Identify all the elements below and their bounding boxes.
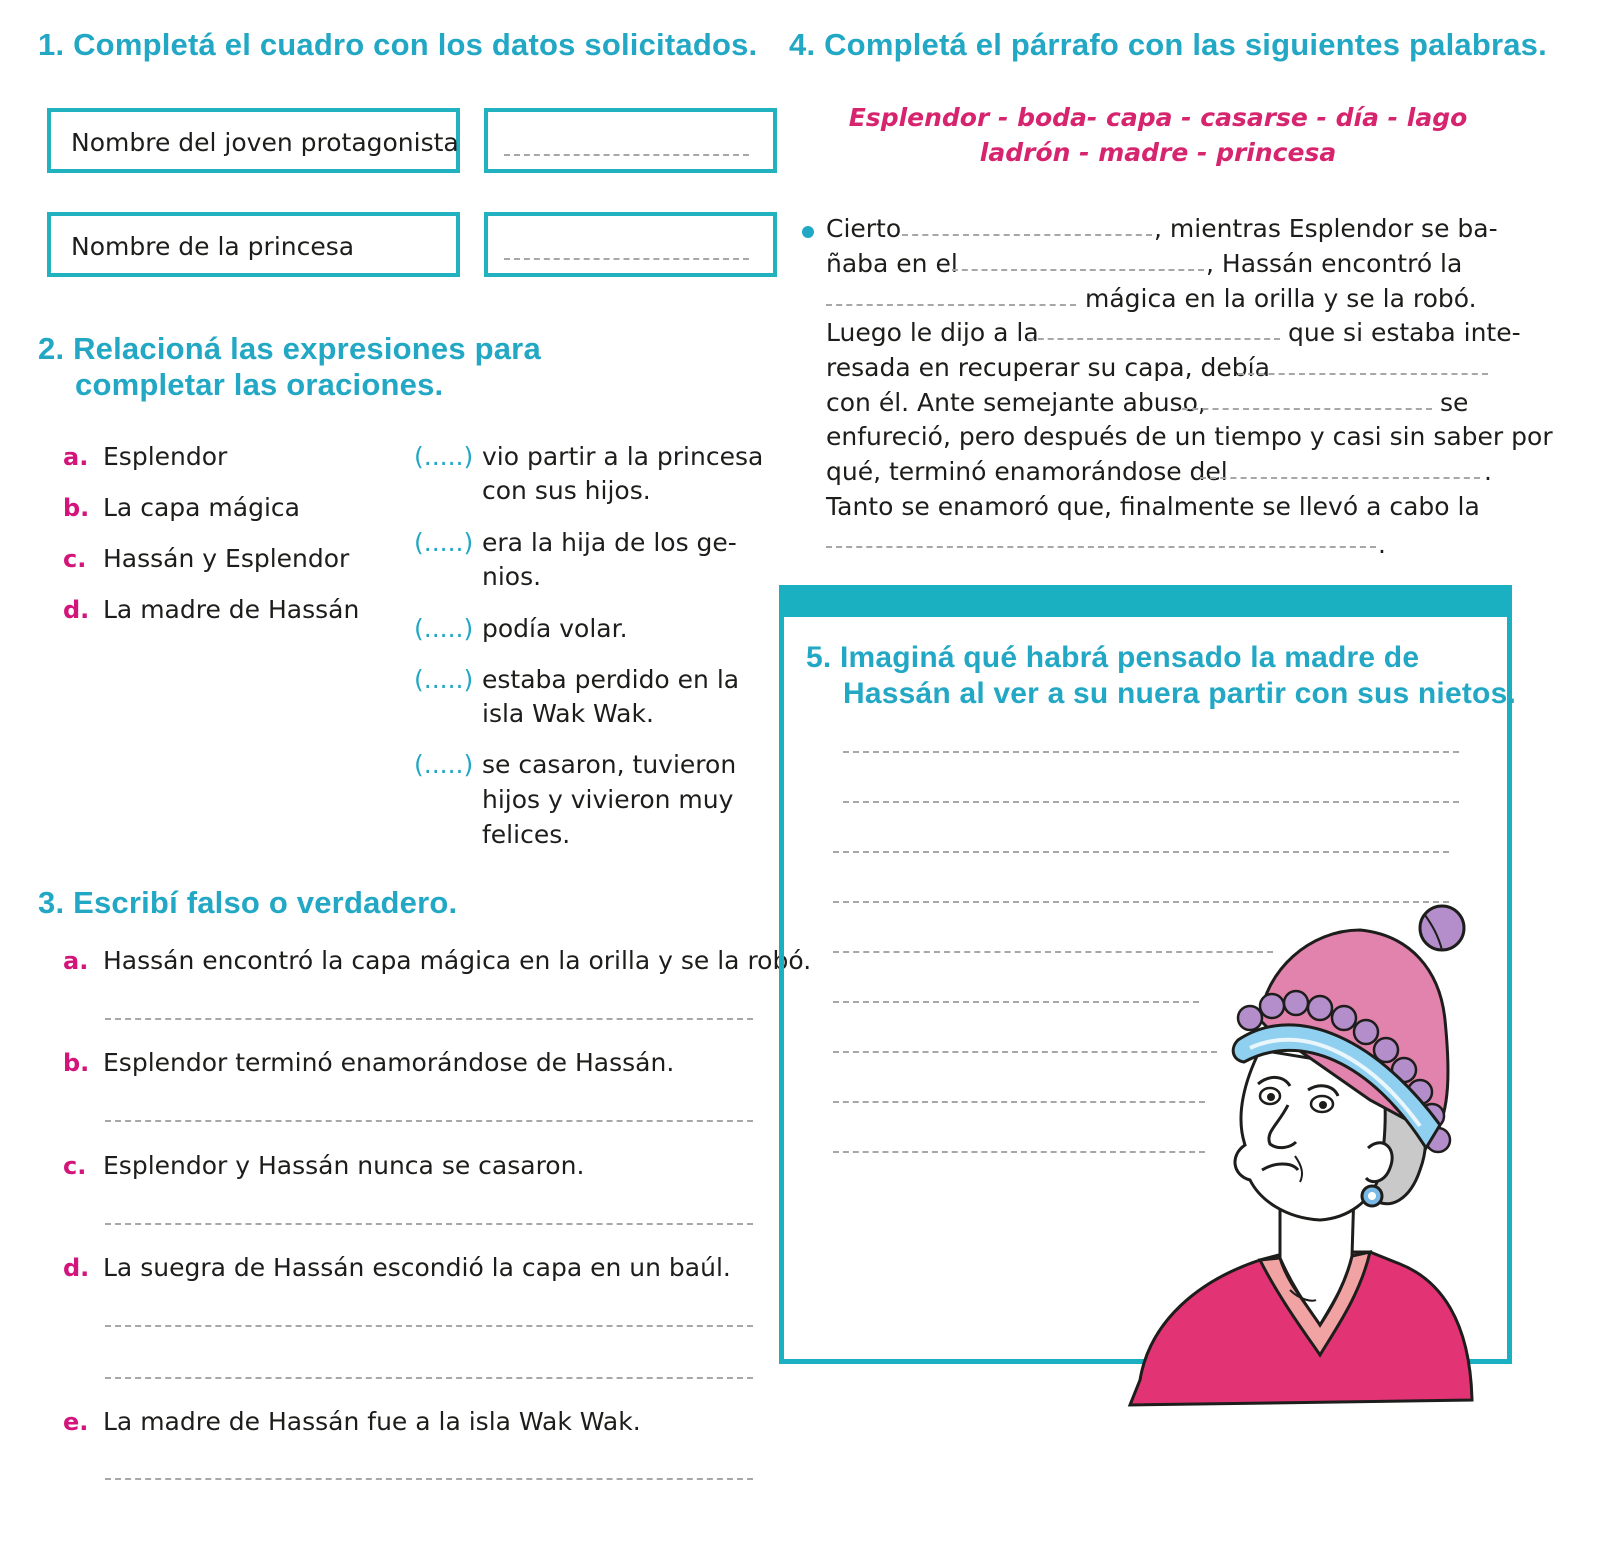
tf-statement-c: Esplendor y Hassán nunca se casaron.: [103, 1151, 585, 1180]
letter-a: a.: [63, 443, 89, 471]
letter-c: c.: [63, 1152, 87, 1180]
match-blank[interactable]: (.....): [414, 665, 474, 694]
answer-line-d2[interactable]: [105, 1377, 753, 1379]
match-right-5-line1: se casaron, tuvieron: [482, 750, 737, 779]
blank-line[interactable]: [1182, 408, 1432, 410]
section-4-heading: [789, 27, 1547, 63]
paragraph-text: que si estaba inte-: [1288, 318, 1521, 347]
tf-statement-b: Esplendor terminó enamorándose de Hassán.: [103, 1048, 675, 1077]
label-princess: Nombre de la princesa: [71, 232, 355, 261]
section-3-heading: [38, 885, 457, 921]
match-right-5-line3: felices.: [482, 820, 571, 849]
answer-line: [504, 258, 749, 260]
match-right-1-line1: vio partir a la princesa: [482, 442, 764, 471]
label-box-princess: [47, 212, 460, 277]
letter-d: d.: [63, 596, 90, 624]
match-right-1-line2: con sus hijos.: [482, 476, 651, 505]
match-right-3-line1: podía volar.: [482, 614, 628, 643]
hat-pompom: [1420, 906, 1464, 950]
match-left-b: La capa mágica: [103, 493, 300, 522]
answer-box-protagonist[interactable]: [484, 108, 777, 173]
match-blank[interactable]: (.....): [414, 528, 474, 557]
match-blank[interactable]: (.....): [414, 750, 474, 779]
section-2-heading: [38, 331, 541, 403]
tf-statement-e: La madre de Hassán fue a la isla Wak Wak.: [103, 1407, 641, 1436]
section-2-number: 2.: [38, 331, 65, 366]
section-5-heading: [806, 640, 1516, 712]
writing-line[interactable]: [833, 851, 1449, 853]
section-4-number: 4.: [789, 27, 816, 62]
paragraph-text: Cierto: [826, 214, 902, 243]
section-5-number: 5.: [806, 641, 832, 674]
label-protagonist: Nombre del joven protagonista: [71, 128, 459, 157]
blank-line[interactable]: [1238, 373, 1488, 375]
answer-line: [504, 154, 749, 156]
letter-b: b.: [63, 1049, 90, 1077]
answer-line-e[interactable]: [105, 1478, 753, 1480]
word-bank-line1: Esplendor - boda- capa - casarse - día - lago: [848, 103, 1468, 132]
match-blank[interactable]: (.....): [414, 442, 474, 471]
section-2-title-line2: completar las oraciones.: [75, 367, 444, 402]
answer-line-b[interactable]: [105, 1120, 753, 1122]
answer-line-a[interactable]: [105, 1018, 753, 1020]
bullet-icon: [802, 226, 814, 238]
writing-line[interactable]: [843, 751, 1459, 753]
paragraph-text: .: [1484, 457, 1492, 486]
match-right-4-line2: isla Wak Wak.: [482, 699, 654, 728]
match-right-4-line1: estaba perdido en la: [482, 665, 740, 694]
writing-line[interactable]: [843, 801, 1459, 803]
section-5-title-line2: Hassán al ver a su nuera partir con sus nietos.: [843, 677, 1516, 710]
word-bank: [800, 100, 1516, 170]
match-right-2-line1: era la hija de los ge-: [482, 528, 737, 557]
section-1-number: 1.: [38, 27, 65, 62]
tf-statement-a: Hassán encontró la capa mágica en la orilla y se la robó.: [103, 946, 812, 975]
blank-line[interactable]: [902, 234, 1152, 236]
section-4-title: Completá el párrafo con las siguientes palabras.: [824, 27, 1547, 62]
letter-e: e.: [63, 1408, 89, 1436]
paragraph-text: se: [1440, 388, 1469, 417]
section-3-number: 3.: [38, 885, 65, 920]
blank-line[interactable]: [952, 269, 1204, 271]
word-bank-line2: ladrón - madre - princesa: [979, 138, 1337, 167]
letter-c: c.: [63, 545, 87, 573]
paragraph-text: con él. Ante semejante abuso,: [826, 388, 1206, 417]
match-right-2-line2: nios.: [482, 562, 542, 591]
match-right-5-line2: hijos y vivieron muy: [482, 785, 734, 814]
label-box-protagonist: [47, 108, 460, 173]
paragraph-text: mágica en la orilla y se la robó.: [1085, 284, 1477, 313]
letter-b: b.: [63, 494, 90, 522]
answer-line-d[interactable]: [105, 1325, 753, 1327]
paragraph-text: enfureció, pero después de un tiempo y casi sin saber por: [826, 422, 1553, 451]
match-left-d: La madre de Hassán: [103, 595, 360, 624]
letter-d: d.: [63, 1254, 90, 1282]
section-2-title-line1: Relacioná las expresiones para: [73, 331, 541, 366]
paragraph-text: Tanto se enamoró que, finalmente se llevó a cabo la: [826, 492, 1480, 521]
blank-line[interactable]: [826, 304, 1076, 306]
paragraph-text: Luego le dijo a la: [826, 318, 1039, 347]
match-left-c: Hassán y Esplendor: [103, 544, 350, 573]
match-left-a: Esplendor: [103, 442, 228, 471]
blank-line[interactable]: [826, 546, 1376, 548]
match-blank[interactable]: (.....): [414, 614, 474, 643]
paragraph-text: qué, terminó enamorándose del: [826, 457, 1228, 486]
paragraph-text: resada en recuperar su capa, debía: [826, 353, 1270, 382]
answer-line-c[interactable]: [105, 1223, 753, 1225]
section-1-title: Completá el cuadro con los datos solicitados.: [73, 27, 758, 62]
section-1-heading: [38, 27, 757, 63]
old-woman-illustration: [1120, 900, 1490, 1415]
paragraph-text: ñaba en el: [826, 249, 958, 278]
letter-a: a.: [63, 947, 89, 975]
paragraph-text: , Hassán encontró la: [1206, 249, 1463, 278]
blank-line[interactable]: [1028, 338, 1280, 340]
section-5-title-line1: Imaginá qué habrá pensado la madre de: [839, 641, 1420, 674]
paragraph-text: .: [1378, 530, 1386, 559]
paragraph-text: , mientras Esplendor se ba-: [1154, 214, 1498, 243]
tf-statement-d: La suegra de Hassán escondió la capa en un baúl.: [103, 1253, 731, 1282]
blank-line[interactable]: [1200, 477, 1480, 479]
answer-box-princess[interactable]: [484, 212, 777, 277]
section-3-title: Escribí falso o verdadero.: [73, 885, 458, 920]
